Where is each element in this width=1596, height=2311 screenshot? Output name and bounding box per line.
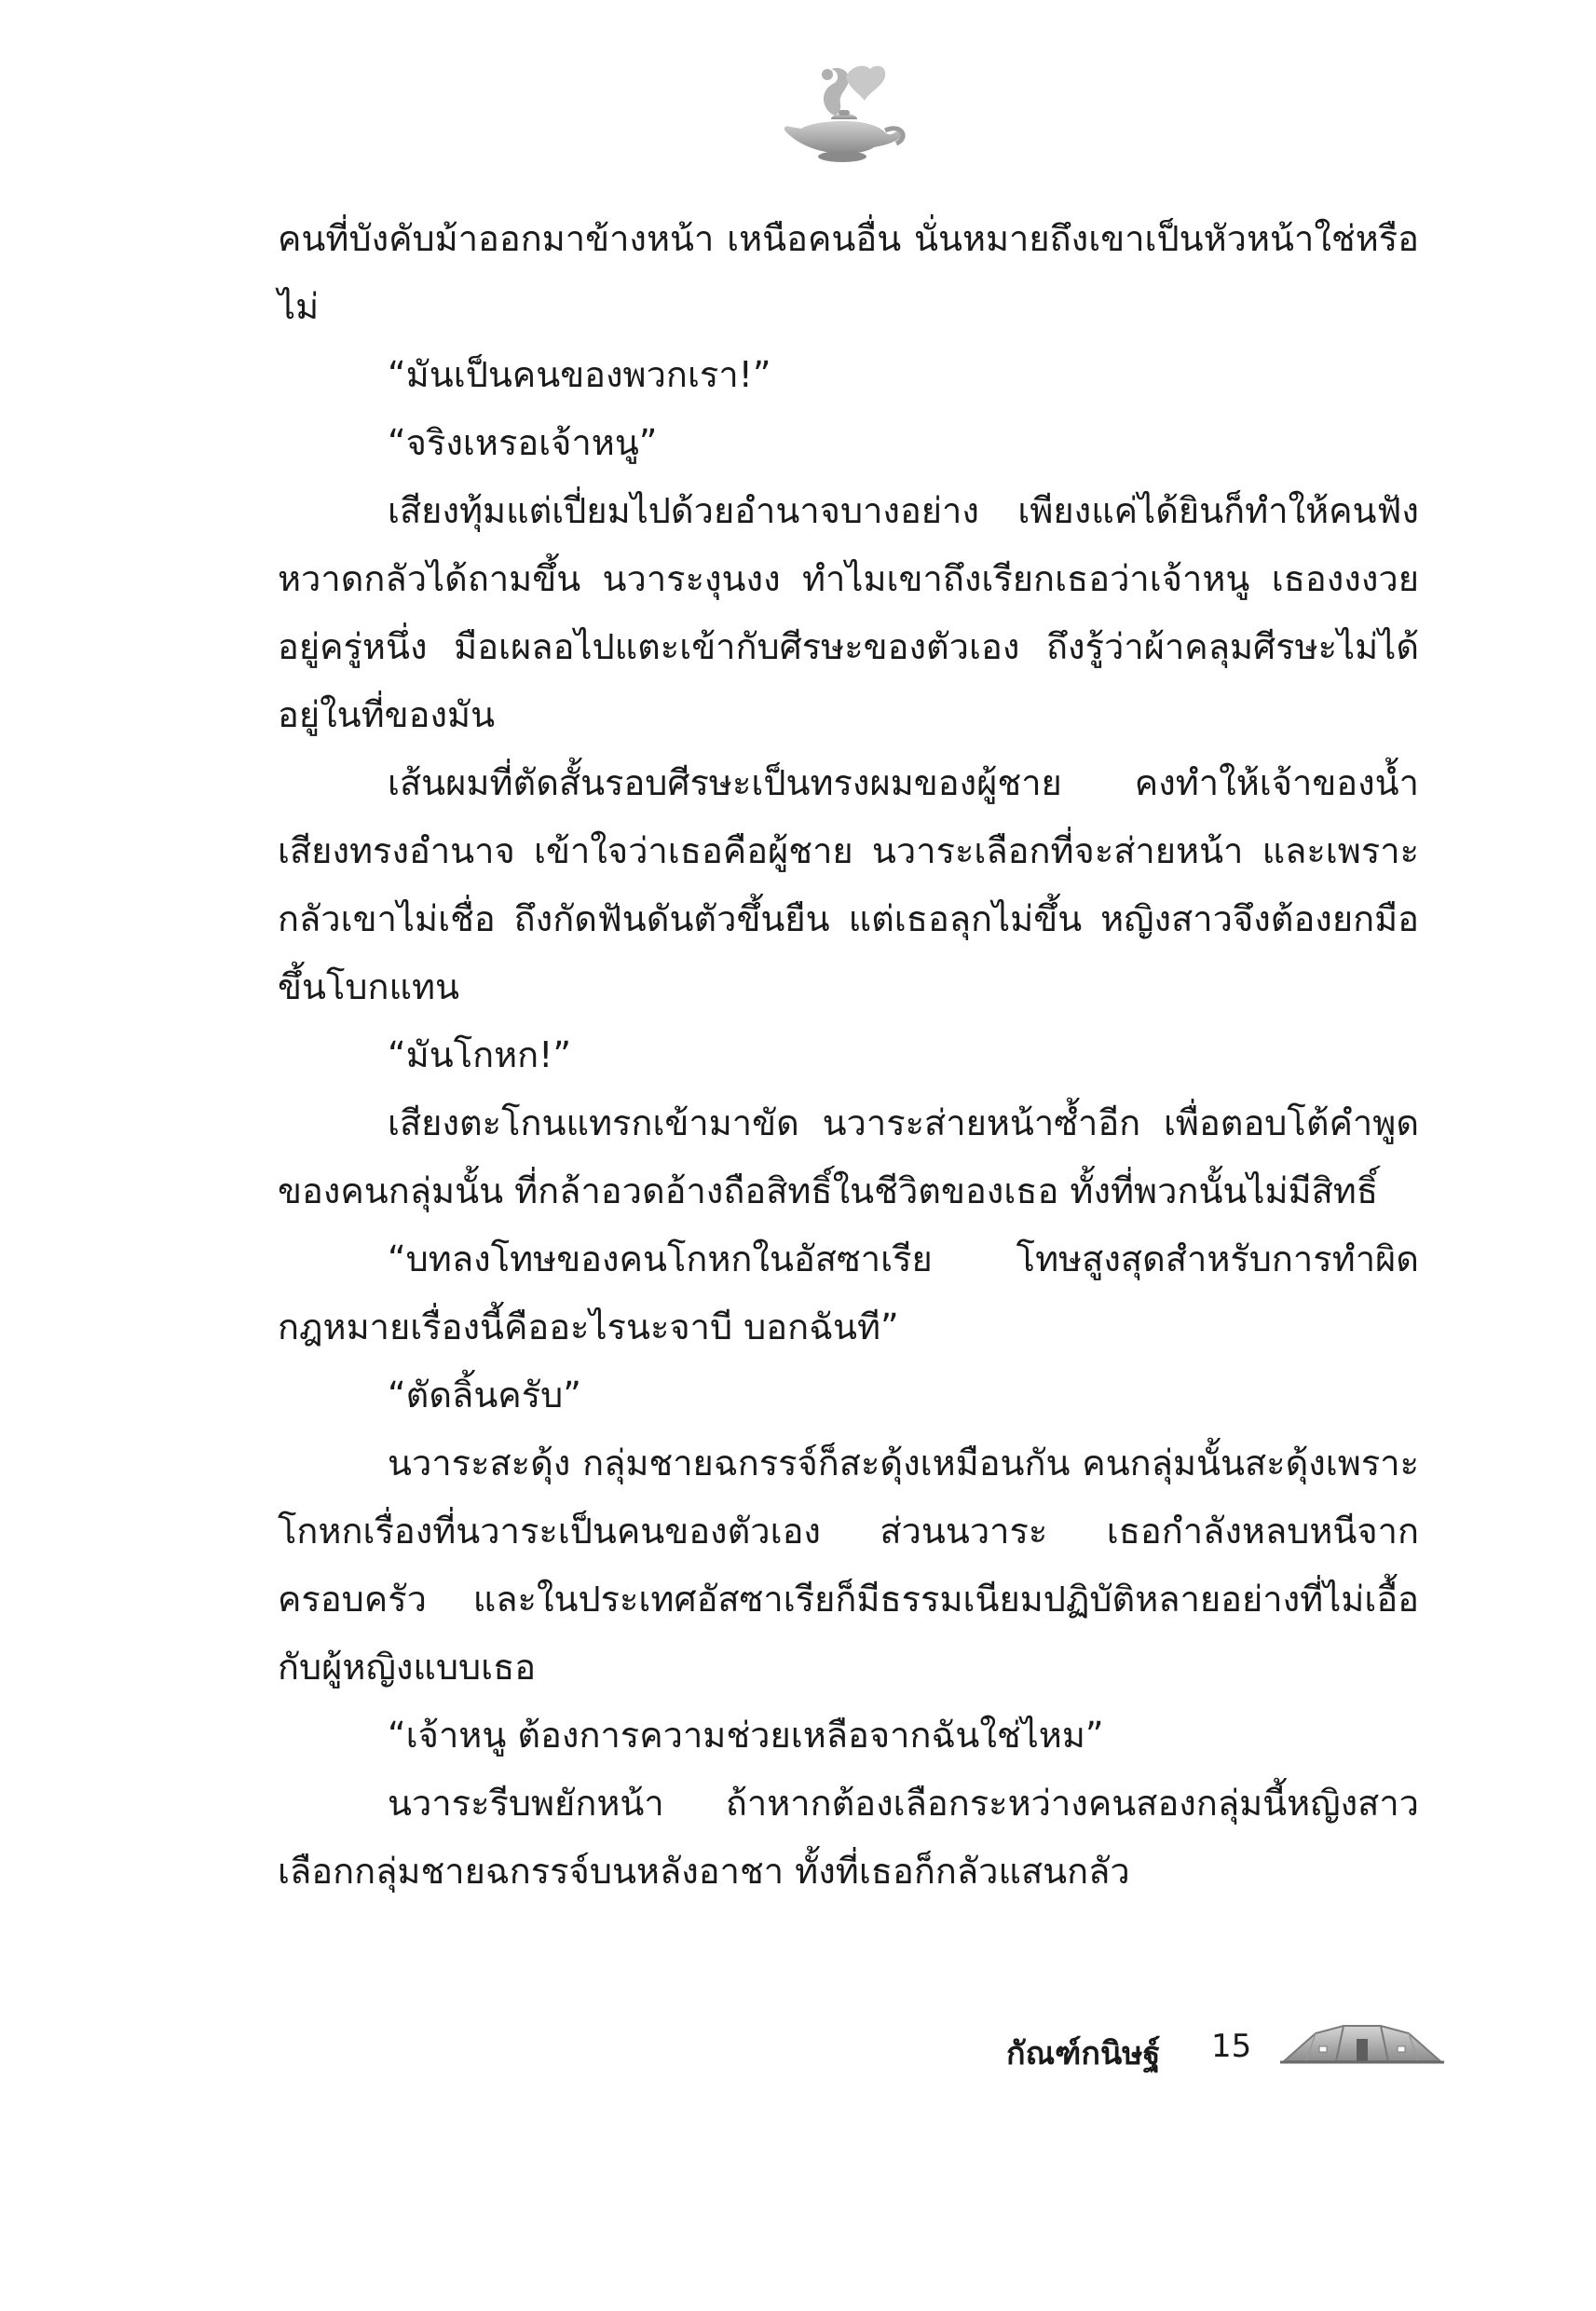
paragraph: นวาระสะดุ้ง กลุ่มชายฉกรรจ์ก็สะดุ้งเหมือนกัน คนกลุ่มนั้นสะดุ้งเพราะโกหกเรื่องที่นวาระเป็นคนของตัวเอง ส่วนนวาระ เธอกำลังหลบหนีจากครอบครัว และในประเทศอัสซาเรียก็มีธรรมเนียมปฏิบัติหลายอย่างที่ไม่เอื้อกับผู้หญิงแบบเธอ bbox=[278, 1443, 1419, 1688]
page-number: 15 bbox=[1211, 2028, 1252, 2065]
book-title: กัณฑ์กนิษฐ์ bbox=[1006, 2035, 1161, 2072]
magic-lamp-icon bbox=[773, 56, 913, 168]
paragraph: เส้นผมที่ตัดสั้นรอบศีรษะเป็นทรงผมของผู้ชาย คงทำให้เจ้าของน้ำเสียงทรงอำนาจ เข้าใจว่าเธอคือผู้ชาย นวาระเลือกที่จะส่ายหน้า และเพราะกลัวเขาไม่เชื่อ ถึงกัดฟันดันตัวขึ้นยืน แต่เธอลุกไม่ขึ้น หญิงสาวจึงต้องยกมือขึ้นโบกแทน bbox=[278, 762, 1419, 1007]
dialogue-paragraph: “บทลงโทษของคนโกหกในอัสซาเรีย โทษสูงสุดสำหรับการทำผิดกฎหมายเรื่องนี้คืออะไรนะจาบี บอกฉันที” bbox=[278, 1238, 1419, 1347]
dialogue-paragraph: “มันโกหก!” bbox=[388, 1034, 572, 1075]
dialogue-paragraph: “เจ้าหนู ต้องการความช่วยเหลือจากฉันใช่ไหม” bbox=[388, 1715, 1104, 1756]
dialogue-paragraph: “จริงเหรอเจ้าหนู” bbox=[388, 422, 658, 463]
paragraph: นวาระรีบพยักหน้า ถ้าหากต้องเลือกระหว่างคนสองกลุ่มนี้หญิงสาวเลือกกลุ่มชายฉกรรจ์บนหลังอาชา ทั้งที่เธอก็กลัวแสนกลัว bbox=[278, 1783, 1419, 1892]
paragraph: เสียงทุ้มแต่เปี่ยมไปด้วยอำนาจบางอย่าง เพียงแค่ได้ยินก็ทำให้คนฟังหวาดกลัวได้ถามขึ้น นวาระงุนงง ทำไมเขาถึงเรียกเธอว่าเจ้าหนู เธองงงวยอยู่ครู่หนึ่ง มือเผลอไปแตะเข้ากับศีรษะของตัวเอง ถึงรู้ว่าผ้าคลุมศีรษะไม่ได้อยู่ในที่ของมัน bbox=[278, 490, 1419, 735]
page-footer bbox=[0, 2013, 1596, 2097]
dialogue-paragraph: “มันเป็นคนของพวกเรา!” bbox=[388, 354, 771, 395]
chapter-body bbox=[278, 205, 1419, 1906]
paragraph: เสียงตะโกนแทรกเข้ามาขัด นวาระส่ายหน้าซ้ำอีก เพื่อตอบโต้คำพูดของคนกลุ่มนั้น ที่กล้าอวดอ้างถือสิทธิ์ในชีวิตของเธอ ทั้งที่พวกนั้นไม่มีสิทธิ์ bbox=[278, 1102, 1419, 1211]
tent-icon bbox=[1278, 2013, 1446, 2078]
dialogue-paragraph: “ตัดลิ้นครับ” bbox=[388, 1374, 581, 1415]
paragraph: คนที่บังคับม้าออกมาข้างหน้า เหนือคนอื่น นั่นหมายถึงเขาเป็นหัวหน้าใช่หรือไม่ bbox=[278, 218, 1419, 327]
